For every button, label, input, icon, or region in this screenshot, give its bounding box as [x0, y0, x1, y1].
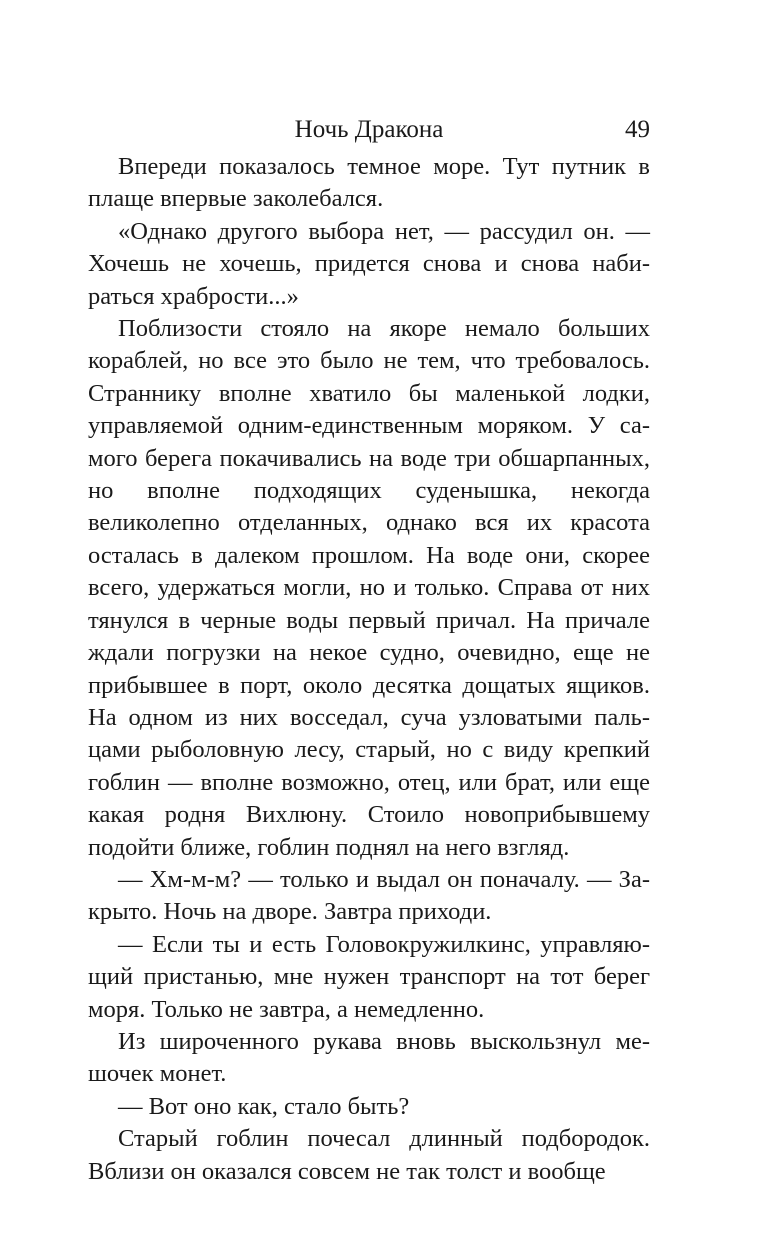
- running-title: Ночь Дракона: [294, 116, 444, 143]
- paragraph: Из широченного рукава вновь выскользнул мешочек монет.: [88, 1027, 650, 1088]
- running-head: [88, 112, 650, 148]
- body-text: [88, 151, 650, 1188]
- paragraph: — Если ты и есть Головокружилкинс, управляющий пристанью, мне нужен транспорт на тот берег моря. Только не завтра, а немедленно.: [88, 930, 650, 1023]
- paragraph: Старый гоблин почесал длинный подбородок. Вблизи он оказался совсем не так толст и вообще: [88, 1125, 650, 1185]
- paragraph: Поблизости стояло на якоре немало больших кораблей, но все это было не тем, что требовалось. Страннику вполне хватило бы маленькой лодки, управляемой одним-единственным моряком. У самого берега покачивались на воде три обшарпанных, но вполне подходящих суденышка, некогда великолепно отделанных, однако вся их красота осталась в далеком прошлом. На воде они, скорее всего, удержаться могли, но и только. Справа от них тянулся в черные воды первый причал. На причале ждали погрузки на некое судно, очевидно, еще не прибывшее в порт, около десятка дощатых ящиков. На одном из них восседал, суча узловатыми пальцами рыболовную лесу, старый, но с виду крепкий гоблин — вполне возможно, отец, или брат, или еще какая родня Вихлюну. Стоило новоприбывшему подойти ближе, гоблин поднял на него взгляд.: [88, 315, 650, 861]
- paragraph: — Хм-м-м? — только и выдал он поначалу. — Закрыто. Ночь на дворе. Завтра приходи.: [88, 865, 650, 926]
- paragraph: — Вот оно как, стало быть?: [118, 1092, 410, 1120]
- page-number: 49: [625, 116, 650, 143]
- paragraph: «Однако другого выбора нет, — рассудил он. — Хочешь не хочешь, придется снова и снова набираться храбрости...»: [88, 217, 650, 310]
- paragraph: Впереди показалось темное море. Тут путник в плаще впервые заколебался.: [88, 153, 650, 213]
